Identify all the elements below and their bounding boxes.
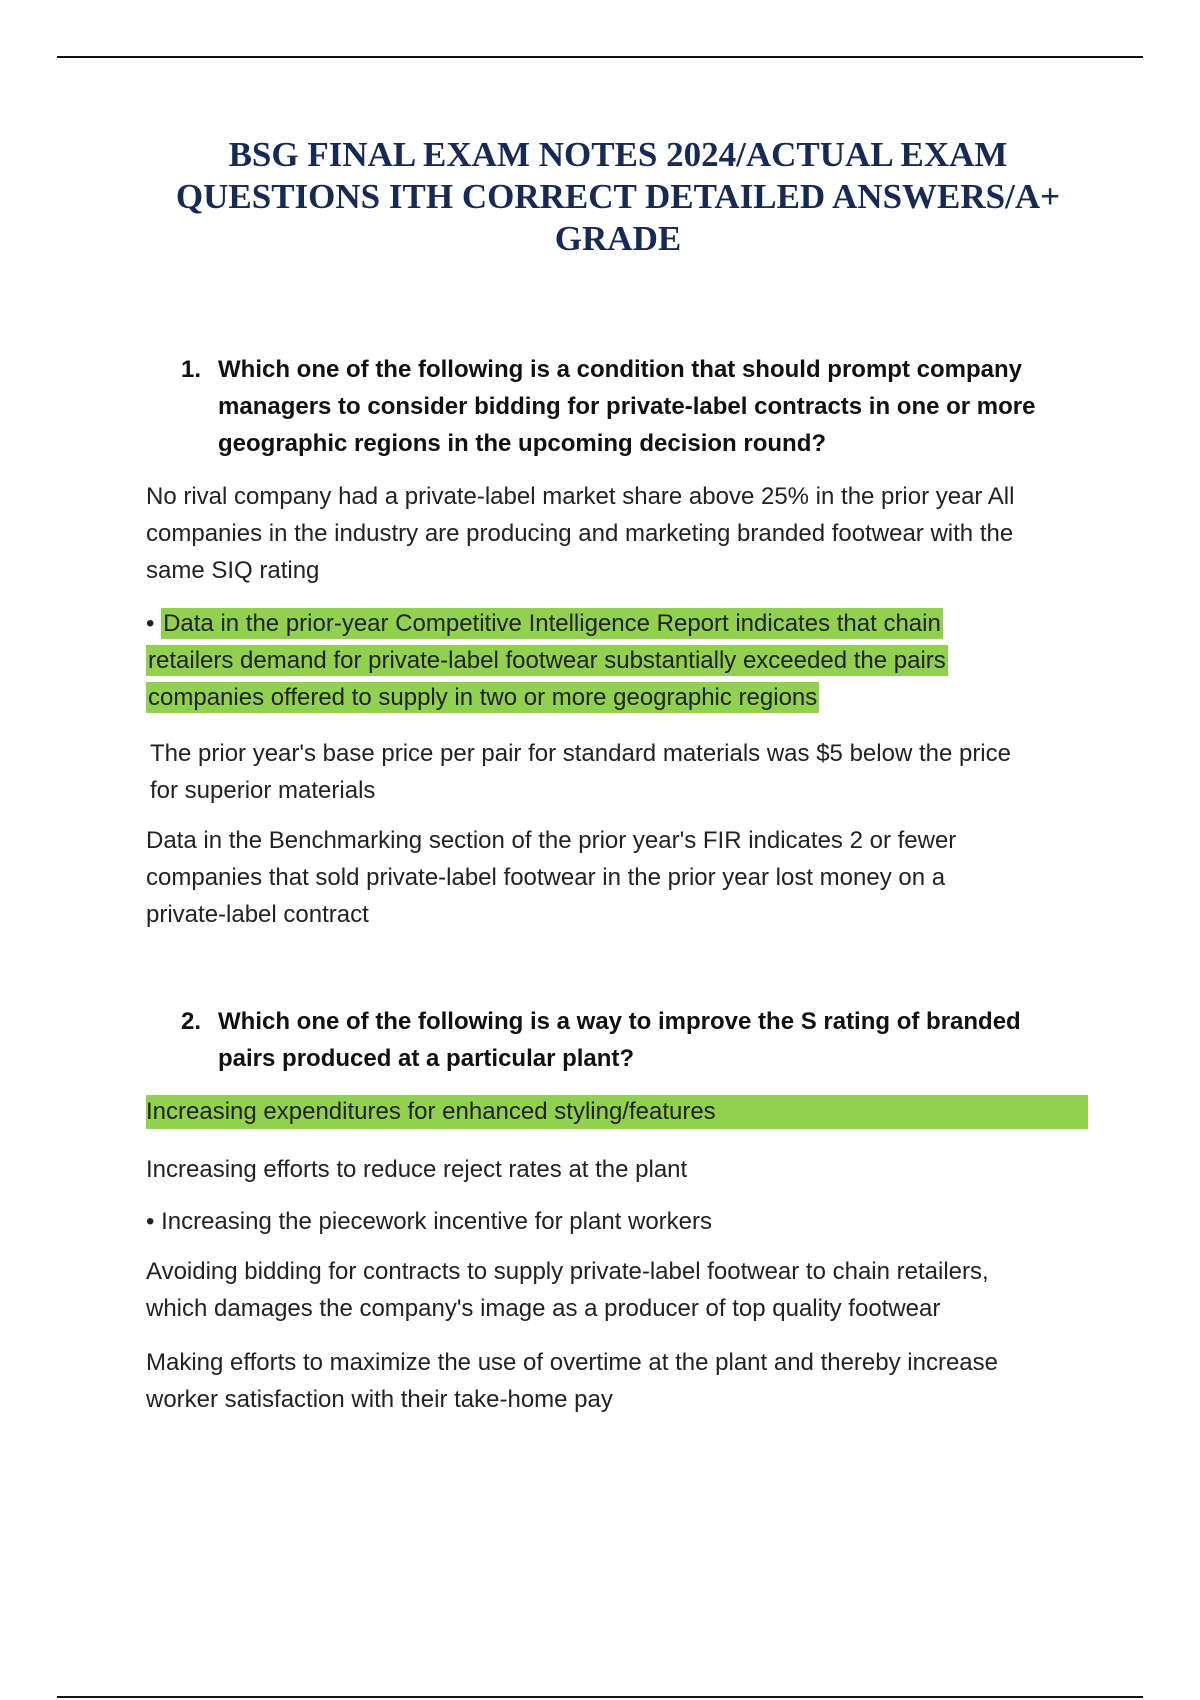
q2-option-a-correct — [146, 1095, 1088, 1129]
highlighted-line: retailers demand for private-label footwear substantially exceeded the pairs — [148, 647, 946, 674]
title-line: QUESTIONS ITH CORRECT DETAILED ANSWERS/A+ — [175, 177, 1061, 216]
top-rule — [57, 56, 1143, 58]
highlighted-line: companies offered to supply in two or more geographic regions — [148, 684, 818, 711]
q1-option-c — [150, 735, 1100, 809]
question-2 — [181, 1003, 1078, 1077]
highlighted-line: Increasing expenditures for enhanced styling/features — [146, 1098, 716, 1125]
highlighted-line: Data in the prior-year Competitive Intelligence Report indicates that chain — [163, 610, 941, 637]
answer-line: same SIQ rating — [146, 557, 320, 584]
answer-line: companies in the industry are producing and marketing branded footwear with the — [146, 520, 1014, 547]
answer-line: companies that sold private-label footwear in the prior year lost money on a — [146, 864, 946, 891]
document-title — [60, 134, 1176, 260]
answer-line: which damages the company's image as a producer of top quality footwear — [146, 1295, 941, 1322]
q1-option-d — [146, 822, 1096, 933]
title-line: BSG FINAL EXAM NOTES 2024/ACTUAL EXAM — [228, 135, 1008, 174]
q2-option-b — [146, 1151, 1096, 1188]
answer-line: Increasing the piecework incentive for plant workers — [161, 1208, 713, 1235]
q2-option-c — [146, 1203, 1096, 1240]
answer-line: for superior materials — [150, 777, 376, 804]
answer-line: Data in the Benchmarking section of the prior year's FIR indicates 2 or fewer — [146, 827, 957, 854]
answer-line: private-label contract — [146, 901, 369, 928]
title-line: GRADE — [554, 219, 682, 258]
answer-line: worker satisfaction with their take-home pay — [146, 1386, 613, 1413]
question-1 — [181, 351, 1078, 462]
question-number: 2. — [181, 1008, 202, 1035]
q1-option-a — [146, 478, 1096, 589]
answer-line: Making efforts to maximize the use of overtime at the plant and thereby increase — [146, 1349, 998, 1376]
question-line: Which one of the following is a condition that should prompt company — [218, 356, 1022, 383]
question-line: managers to consider bidding for private-label contracts in one or more — [218, 393, 1036, 420]
bullet: • — [146, 1208, 155, 1235]
q2-option-d — [146, 1253, 1096, 1327]
question-line: Which one of the following is a way to improve the S rating of branded — [218, 1008, 1021, 1035]
bottom-rule — [57, 1696, 1143, 1698]
question-number: 1. — [181, 356, 202, 383]
answer-line: No rival company had a private-label market share above 25% in the prior year All — [146, 483, 1015, 510]
answer-line: Increasing efforts to reduce reject rates at the plant — [146, 1156, 688, 1183]
answer-line: Avoiding bidding for contracts to supply private-label footwear to chain retailers, — [146, 1258, 989, 1285]
q1-option-b-correct — [146, 605, 1096, 716]
q2-option-e — [146, 1344, 1096, 1418]
question-line: pairs produced at a particular plant? — [218, 1045, 635, 1072]
answer-line: The prior year's base price per pair for standard materials was $5 below the price — [150, 740, 1011, 767]
bullet: • — [146, 610, 155, 637]
question-line: geographic regions in the upcoming decision round? — [218, 430, 827, 457]
